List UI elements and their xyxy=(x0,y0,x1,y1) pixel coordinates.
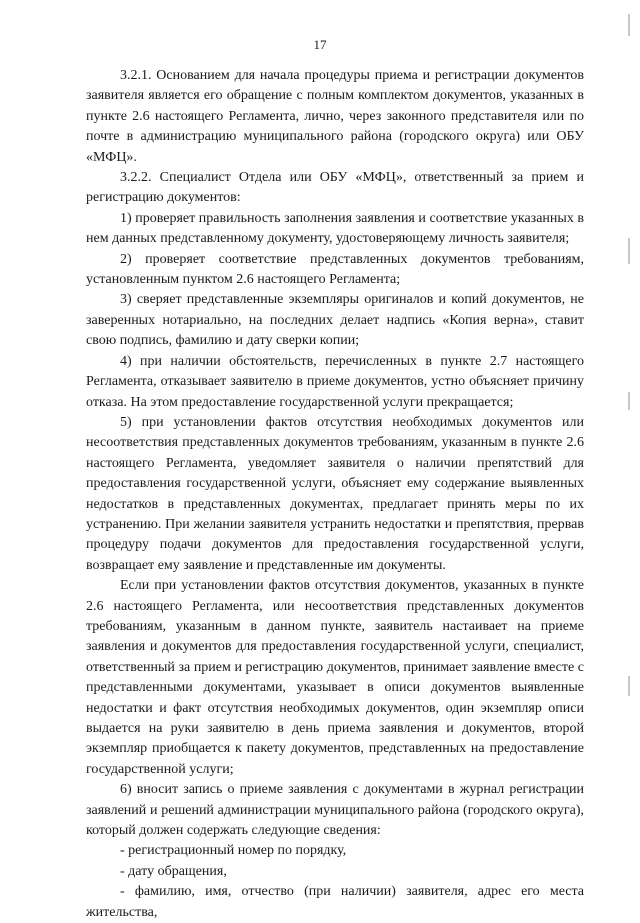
list-item-5: 5) при установлении фактов отсутствия необходимых документов или несоответствия представленных документов требованиям, указанным в пункте 2.6 настоящего Регламента, уведомляет заявителя о наличии препятствий для предоставления государственной услуги, объясняет ему содержание выявленных недостатков в представленных документах, предлагает принять меры по их устранению. При желании заявителя устранить недостатки и препятствия, прервав процедуру подачи документов для предоставления государственной услуги, возвращает ему заявление и представленные им документы. xyxy=(86,414,584,573)
scan-edge-mark xyxy=(628,14,630,36)
list-item-4: 4) при наличии обстоятельств, перечисленных в пункте 2.7 настоящего Регламента, отказывает заявителю в приеме документов, устно объясняет причину отказа. На этом предоставление государственной услуги прекращается; xyxy=(86,353,584,410)
scan-edge-mark xyxy=(628,676,630,696)
paragraph-exception: Если при установлении фактов отсутствия документов, указанных в пункте 2.6 настоящего Регламента, или несоответствия представленных документов требованиям, указанным в данном пункте, заявитель настаивает на приеме заявления и документов для предоставления государственной услуги, специалист, ответственный за прием и регистрацию документов, принимает заявление вместе с представленными документами, указывает в описи документов выявленные недостатки и факт отсутствия необходимых документов, один экземпляр описи выдается на руки заявителю в день приема заявления и документов, второй экземпляр приобщается к пакету документов, представленных на предоставление государственной услуги; xyxy=(86,578,584,777)
paragraph-3-2-2: 3.2.2. Специалист Отдела или ОБУ «МФЦ», ответственный за прием и регистрацию документов: xyxy=(86,170,584,206)
bullet-registration-number: - регистрационный номер по порядку, xyxy=(120,843,347,859)
bullet-request-date: - дату обращения, xyxy=(120,863,227,879)
document-body xyxy=(86,66,584,923)
scan-edge-mark xyxy=(628,392,630,410)
scan-edge-mark xyxy=(628,238,630,264)
paragraph-3-2-1: 3.2.1. Основанием для начала процедуры приема и регистрации документов заявителя является его обращение с полным комплектом документов, указанных в пункте 2.6 настоящего Регламента, лично, через законного представителя или по почте в администрацию муниципального района (городского округа) или ОБУ «МФЦ». xyxy=(86,68,584,165)
list-item-1: 1) проверяет правильность заполнения заявления и соответствие указанных в нем данных представленному документу, удостоверяющему личность заявителя; xyxy=(86,210,584,247)
list-item-3: 3) сверяет представленные экземпляры оригиналов и копий документов, не заверенных нотариально, на последних делает надпись «Копия верна», ставит свою подпись, фамилию и дату сверки копии; xyxy=(86,292,584,349)
page-number: 17 xyxy=(313,37,327,52)
list-item-2: 2) проверяет соответствие представленных документов требованиям, установленным пунктом 2.6 настоящего Регламента; xyxy=(86,251,584,288)
bullet-applicant-name: - фамилию, имя, отчество (при наличии) заявителя, адрес его места жительства, xyxy=(86,884,584,920)
list-item-6: 6) вносит запись о приеме заявления с документами в журнал регистрации заявлений и решений администрации муниципального района (городского округа), который должен содержать следующие сведения: xyxy=(86,782,584,839)
